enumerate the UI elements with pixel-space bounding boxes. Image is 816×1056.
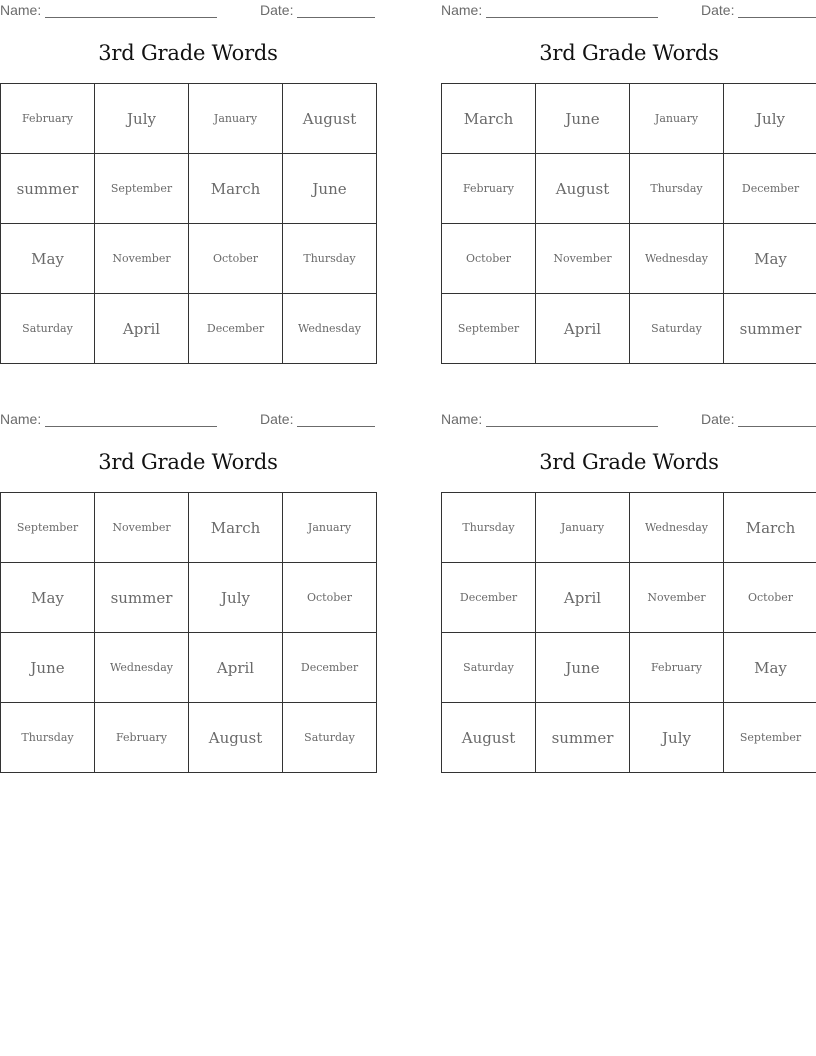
card-header	[0, 411, 376, 429]
name-label: Name:	[441, 411, 483, 427]
grid-cell: January	[630, 84, 724, 154]
date-label: Date:	[701, 411, 735, 427]
grid-cell: March	[442, 84, 536, 154]
grid-row	[1, 563, 377, 633]
grid-row	[442, 563, 816, 633]
date-field[interactable]	[297, 426, 375, 427]
word-grid	[441, 83, 816, 364]
card-title: 3rd Grade Words	[539, 450, 719, 474]
grid-cell: August	[536, 154, 630, 224]
grid-cell: July	[724, 84, 816, 154]
grid-cell: August	[283, 84, 377, 154]
grid-row	[1, 224, 377, 294]
name-label: Name:	[0, 2, 42, 18]
grid-row	[1, 84, 377, 154]
grid-cell: September	[1, 493, 95, 563]
grid-cell: Thursday	[283, 224, 377, 294]
grid-cell: summer	[536, 703, 630, 773]
grid-cell: Wednesday	[283, 294, 377, 364]
date-field[interactable]	[297, 17, 375, 18]
grid-cell: November	[536, 224, 630, 294]
grid-cell: May	[724, 224, 816, 294]
word-grid	[0, 83, 377, 364]
grid-cell: January	[536, 493, 630, 563]
date-label: Date:	[701, 2, 735, 18]
card-header	[441, 2, 816, 20]
name-label: Name:	[441, 2, 483, 18]
name-field[interactable]	[486, 17, 658, 18]
grid-cell: Wednesday	[630, 224, 724, 294]
grid-cell: August	[189, 703, 283, 773]
grid-cell: summer	[724, 294, 816, 364]
grid-row	[1, 294, 377, 364]
grid-cell: April	[536, 563, 630, 633]
name-field[interactable]	[45, 17, 217, 18]
name-field[interactable]	[45, 426, 217, 427]
grid-row	[442, 154, 816, 224]
grid-row	[1, 493, 377, 563]
grid-row	[442, 294, 816, 364]
grid-cell: Thursday	[442, 493, 536, 563]
grid-cell: April	[536, 294, 630, 364]
grid-cell: May	[724, 633, 816, 703]
card-title: 3rd Grade Words	[98, 450, 278, 474]
grid-cell: Thursday	[1, 703, 95, 773]
grid-cell: summer	[95, 563, 189, 633]
grid-cell: June	[536, 84, 630, 154]
grid-cell: February	[95, 703, 189, 773]
grid-cell: December	[442, 563, 536, 633]
card-title: 3rd Grade Words	[539, 41, 719, 65]
grid-cell: July	[189, 563, 283, 633]
grid-cell: Thursday	[630, 154, 724, 224]
name-label: Name:	[0, 411, 42, 427]
grid-cell: May	[1, 563, 95, 633]
date-field[interactable]	[738, 17, 816, 18]
grid-cell: October	[724, 563, 816, 633]
grid-cell: March	[189, 493, 283, 563]
bingo-card-4	[441, 409, 816, 779]
word-grid	[0, 492, 377, 773]
grid-cell: December	[283, 633, 377, 703]
grid-cell: March	[189, 154, 283, 224]
card-title: 3rd Grade Words	[98, 41, 278, 65]
grid-cell: December	[189, 294, 283, 364]
grid-cell: December	[724, 154, 816, 224]
grid-row	[442, 224, 816, 294]
bingo-card-1	[0, 0, 376, 370]
card-header	[0, 2, 376, 20]
grid-row	[442, 633, 816, 703]
grid-row	[1, 703, 377, 773]
grid-cell: summer	[1, 154, 95, 224]
grid-cell: Wednesday	[95, 633, 189, 703]
grid-cell: May	[1, 224, 95, 294]
grid-row	[442, 84, 816, 154]
bingo-card-3	[0, 409, 376, 779]
grid-cell: Saturday	[1, 294, 95, 364]
grid-cell: June	[1, 633, 95, 703]
grid-cell: November	[95, 224, 189, 294]
grid-cell: November	[95, 493, 189, 563]
grid-row	[442, 493, 816, 563]
grid-cell: October	[442, 224, 536, 294]
grid-cell: October	[283, 563, 377, 633]
word-grid	[441, 492, 816, 773]
grid-cell: June	[536, 633, 630, 703]
grid-cell: October	[189, 224, 283, 294]
grid-cell: September	[95, 154, 189, 224]
date-field[interactable]	[738, 426, 816, 427]
grid-cell: January	[189, 84, 283, 154]
grid-row	[1, 154, 377, 224]
date-label: Date:	[260, 2, 294, 18]
bingo-card-2	[441, 0, 816, 370]
grid-cell: June	[283, 154, 377, 224]
grid-cell: September	[724, 703, 816, 773]
grid-cell: February	[630, 633, 724, 703]
grid-cell: Wednesday	[630, 493, 724, 563]
grid-cell: February	[1, 84, 95, 154]
date-label: Date:	[260, 411, 294, 427]
grid-cell: Saturday	[630, 294, 724, 364]
grid-cell: July	[95, 84, 189, 154]
grid-row	[442, 703, 816, 773]
card-header	[441, 411, 816, 429]
grid-cell: September	[442, 294, 536, 364]
grid-cell: July	[630, 703, 724, 773]
grid-row	[1, 633, 377, 703]
grid-cell: April	[95, 294, 189, 364]
grid-cell: November	[630, 563, 724, 633]
grid-cell: August	[442, 703, 536, 773]
name-field[interactable]	[486, 426, 658, 427]
grid-cell: March	[724, 493, 816, 563]
grid-cell: Saturday	[283, 703, 377, 773]
grid-cell: January	[283, 493, 377, 563]
grid-cell: April	[189, 633, 283, 703]
grid-cell: Saturday	[442, 633, 536, 703]
grid-cell: February	[442, 154, 536, 224]
